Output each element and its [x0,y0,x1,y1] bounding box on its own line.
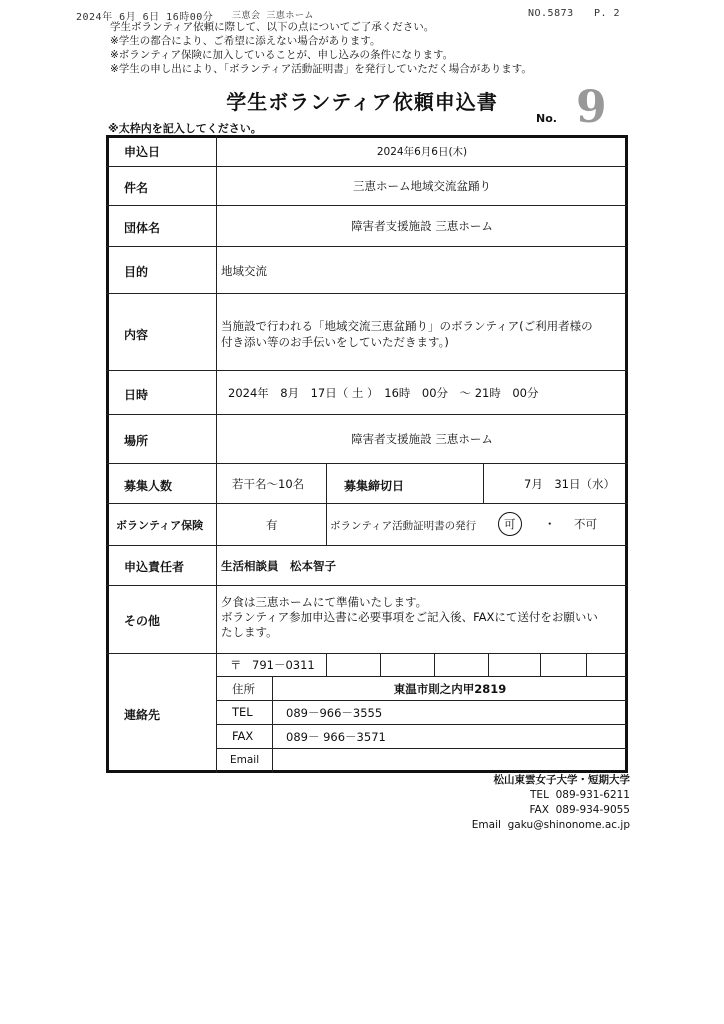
footer-email[interactable]: gaku@shinonome.ac.jp [507,819,630,831]
postal-box [488,653,489,676]
recruit-count-label: 募集人数 [124,479,173,493]
row-divider [216,724,628,725]
application-date-label: 申込日 [124,145,161,159]
other-line: 夕食は三恵ホームにて準備いたします。 [221,595,428,609]
row-divider [106,370,628,371]
note-line: ※学生の申し出により、「ボランティア活動証明書」を発行していただく場合があります。 [110,63,532,75]
event-name-value: 三恵ホーム地域交流盆踊り [353,179,491,193]
footer-email-line [470,818,630,833]
datetime-label: 日時 [124,388,149,402]
certificate-no: 不可 [574,517,597,531]
datetime-value: 2024年 8月 17日（ 土 ） 16時 00分 ～ 21時 00分 [228,386,539,400]
purpose-value: 地域交流 [221,264,267,278]
fax-sender: 三恵会 三恵ホーム [232,11,314,21]
deadline-value: 7月 31日（水） [524,477,615,491]
contact-label: 連絡先 [124,708,161,722]
notes [110,20,532,76]
row-divider [106,414,628,415]
fax-timestamp: 2024年 6月 6日 16時00分 [76,12,214,23]
footer-tel: 089-931-6211 [555,789,630,801]
venue-label: 場所 [124,434,149,448]
fax-value: 089－ 966－3571 [286,730,386,744]
organization-value: 障害者支援施設 三恵ホーム [351,219,493,233]
footer-fax-label: FAX [529,804,549,816]
footer-tel-label: TEL [530,789,549,801]
column-divider [326,463,327,545]
postal-box [586,653,587,676]
fax-label: FAX [232,729,254,743]
certificate-dot: ・ [544,517,556,531]
row-divider [106,205,628,206]
postal-box [540,653,541,676]
instruction: ※太枠内を記入してください。 [108,122,262,135]
row-divider [106,463,628,464]
row-divider [106,545,628,546]
person-in-charge-label: 申込責任者 [124,560,185,574]
recruit-count-value: 若干名～10名 [232,477,305,491]
insurance-value: 有 [266,518,278,532]
note-line: 学生ボランティア依頼に際して、以下の点についてご了承ください。 [110,21,435,33]
content-line: 付き添い等のお手伝いをしていただきます。) [221,335,449,349]
person-in-charge-value: 生活相談員 松本智子 [221,559,336,573]
purpose-label: 目的 [124,265,149,279]
venue-value: 障害者支援施設 三恵ホーム [351,432,493,446]
row-divider [106,293,628,294]
postal-mark: 〒 [230,658,242,672]
fax-page: P. 2 [594,8,621,19]
content-line: 当施設で行われる「地域交流三恵盆踊り」のボランティア(ご利用者様の [221,319,593,333]
postal-box [380,653,381,676]
note-line: ※ボランティア保険に加入していることが、申し込みの条件になります。 [110,49,454,61]
row-divider [106,585,628,586]
postal-box [326,653,327,676]
organization-label: 団体名 [124,221,161,235]
other-label: その他 [124,614,161,628]
address-value: 東温市則之内甲2819 [393,682,507,696]
deadline-label: 募集締切日 [344,479,405,493]
row-divider [216,748,628,749]
event-name-label: 件名 [124,181,149,195]
tel-label: TEL [232,705,253,719]
postal-box [434,653,435,676]
postal-code: 791－0311 [252,658,315,672]
row-divider [106,166,628,167]
other-line: ボランティア参加申込書に必要事項をご記入後、FAXにて送付をお願いい [221,610,598,624]
number-label: No. [536,112,557,125]
fax-number: NO.5873 [528,8,574,19]
column-divider [483,463,484,503]
other-line: たします。 [221,625,278,639]
certificate-label: ボランティア活動証明書の発行 [330,520,477,532]
footer [470,773,630,818]
certificate-yes: 可 [504,517,516,531]
page-title: 学生ボランティア依頼申込書 [226,90,498,114]
content-label: 内容 [124,328,149,342]
footer-email-label: Email [471,819,501,831]
row-divider [106,653,628,654]
address-label: 住所 [232,682,255,696]
application-date-value: 2024年6月6日(木) [376,146,468,158]
note-line: ※学生の都合により、ご希望に添えない場合があります。 [110,35,381,47]
insurance-label: ボランティア保険 [116,519,204,532]
row-divider [106,246,628,247]
university-name: 松山東雲女子大学・短期大学 [493,774,630,786]
row-divider [216,700,628,701]
email-label: Email [230,754,260,766]
tel-value: 089－966－3555 [286,706,383,720]
footer-fax: 089-934-9055 [555,804,630,816]
row-divider [106,503,628,504]
number-value: 9 [576,82,607,133]
row-divider [216,676,628,677]
